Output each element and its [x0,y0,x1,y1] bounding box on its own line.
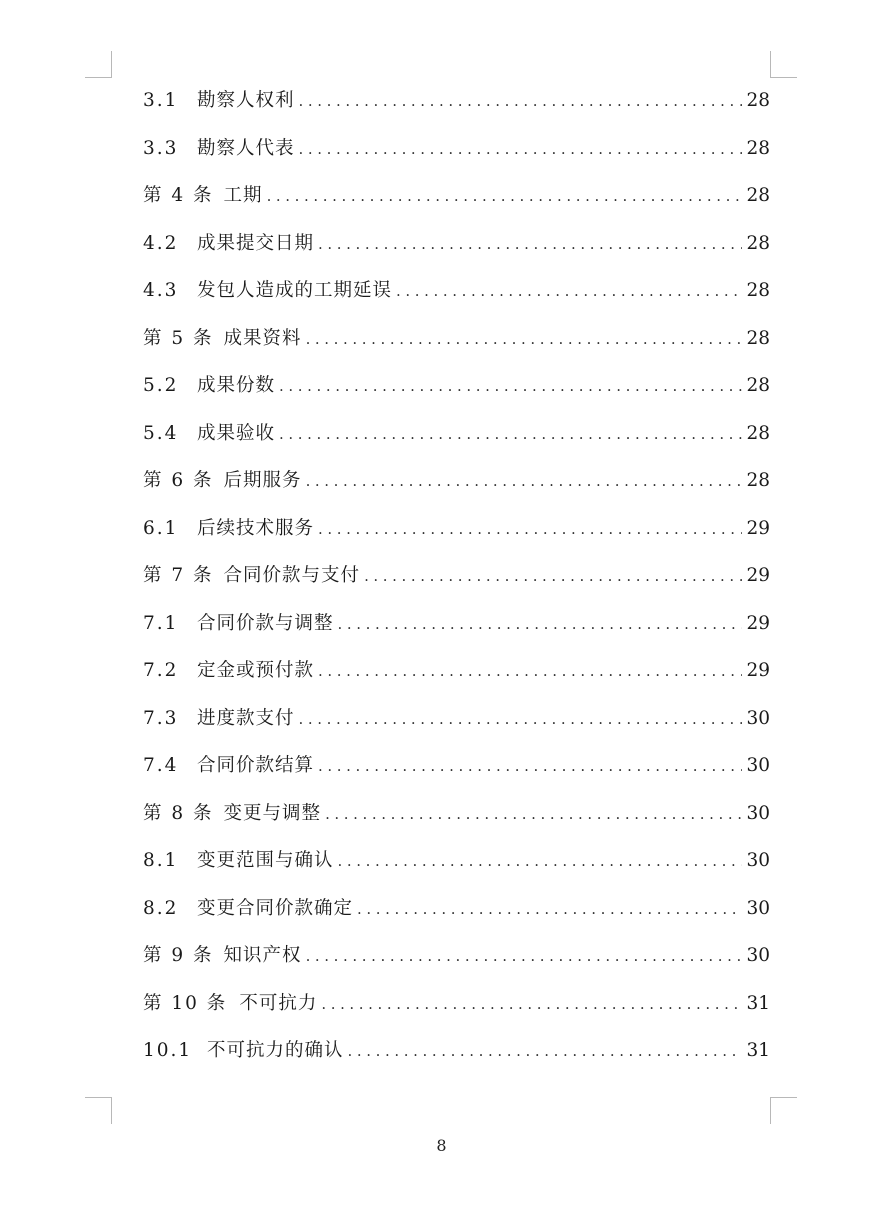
toc-entry[interactable] [143,552,770,600]
toc-entry-page: 30 [746,945,770,966]
toc-entry[interactable] [143,742,770,790]
toc-entry[interactable] [143,695,770,743]
toc-entry[interactable] [143,77,770,125]
toc-entry-page: 30 [746,850,770,871]
toc-entry-page: 28 [746,470,770,491]
toc-entry-number: 第 7 条 [143,565,214,586]
toc-entry-number: 5.4 [143,422,179,444]
toc-entry-title: 知识产权 [223,945,302,966]
toc-dot-leader [299,78,743,126]
toc-dot-leader [299,696,743,744]
toc-entry[interactable] [143,457,770,505]
toc-dot-leader [325,791,742,839]
toc-entry-number: 第 10 条 [143,992,228,1014]
toc-entry-page: 30 [746,755,770,776]
toc-dot-leader [318,506,742,554]
toc-entry-number: 4.3 [143,280,179,301]
toc-entry-number: 6.1 [143,517,179,539]
toc-entry-page: 29 [746,612,770,634]
toc-entry[interactable] [143,220,770,268]
toc-dot-leader [348,1028,743,1076]
toc-entry-title: 后期服务 [223,470,302,491]
toc-entry-page: 29 [746,565,770,586]
toc-entry[interactable] [143,980,770,1028]
toc-entry-number: 7.4 [143,755,179,776]
toc-entry[interactable] [143,600,770,648]
toc-dot-leader [279,411,742,459]
toc-entry-title: 合同价款与支付 [223,565,361,586]
toc-dot-leader [318,221,742,269]
toc-entry-title: 定金或预付款 [197,660,315,681]
toc-dot-leader [299,126,743,174]
toc-entry[interactable] [143,790,770,838]
toc-entry-title: 变更与调整 [223,802,322,824]
toc-dot-leader [321,981,742,1029]
toc-entry-page: 28 [746,375,770,396]
toc-entry-title: 勘察人代表 [197,137,295,159]
toc-entry-page: 28 [746,422,770,444]
toc-entry-number: 第 8 条 [143,802,214,824]
toc-entry-title: 进度款支付 [197,707,295,729]
toc-entry-title: 合同价款结算 [197,755,315,776]
toc-entry-page: 31 [746,992,770,1014]
margin-mark-top-left [85,51,112,78]
toc-entry-title: 变更合同价款确定 [197,897,354,919]
toc-entry-page: 28 [746,185,770,206]
margin-mark-bottom-left [85,1097,112,1124]
toc-dot-leader [267,173,743,221]
toc-entry-page: 28 [746,280,770,301]
toc-entry-number: 第 9 条 [143,945,214,966]
toc-entry-page: 31 [746,1040,770,1061]
toc-dot-leader [318,743,742,791]
toc-entry-number: 第 4 条 [143,185,214,206]
toc-entry-title: 成果提交日期 [197,232,315,254]
toc-entry-title: 勘察人权利 [197,90,295,111]
toc-entry-title: 不可抗力的确认 [207,1040,344,1061]
toc-entry-title: 不可抗力 [239,992,318,1014]
toc-entry-number: 10.1 [143,1040,193,1061]
page-number: 8 [436,1136,447,1155]
toc-dot-leader [338,601,743,649]
toc-entry[interactable] [143,647,770,695]
toc-entry[interactable] [143,125,770,173]
toc-dot-leader [338,838,743,886]
toc-entry-number: 7.2 [143,660,179,681]
toc-entry-title: 后续技术服务 [197,517,315,539]
toc-entry-title: 发包人造成的工期延误 [197,280,393,301]
toc-entry-page: 30 [746,802,770,824]
toc-entry-number: 7.3 [143,707,179,729]
toc-dot-leader [396,268,742,316]
toc-dot-leader [357,886,742,934]
toc-entry-page: 29 [746,517,770,539]
toc-entry-number: 3.3 [143,137,179,159]
toc-entry-number: 5.2 [143,375,179,396]
toc-entry[interactable] [143,1027,770,1075]
toc-dot-leader [364,553,742,601]
toc-entry-number: 7.1 [143,612,179,634]
toc-entry-number: 8.2 [143,897,179,919]
toc-entry[interactable] [143,267,770,315]
toc-dot-leader [279,363,742,411]
toc-dot-leader [306,933,743,981]
toc-entry[interactable] [143,410,770,458]
toc-entry[interactable] [143,315,770,363]
toc-entry-number: 8.1 [143,850,179,871]
toc-entry[interactable] [143,362,770,410]
toc-entry-title: 变更范围与确认 [197,850,334,871]
toc-entry-title: 成果资料 [223,327,302,349]
toc-entry-page: 28 [746,327,770,349]
toc-entry-title: 成果验收 [197,422,276,444]
toc-entry[interactable] [143,885,770,933]
toc-dot-leader [306,316,743,364]
toc-entry-number: 第 5 条 [143,327,214,349]
toc-dot-leader [306,458,743,506]
margin-mark-top-right [770,51,797,78]
toc-entry[interactable] [143,932,770,980]
toc-entry-title: 合同价款与调整 [197,612,334,634]
toc-entry-page: 28 [746,137,770,159]
toc-entry-page: 30 [746,897,770,919]
margin-mark-bottom-right [770,1097,797,1124]
toc-entry-number: 4.2 [143,232,179,254]
toc-entry-number: 3.1 [143,90,179,111]
toc-entry-number: 第 6 条 [143,470,214,491]
toc-entry[interactable] [143,505,770,553]
toc-entry-title: 成果份数 [197,375,276,396]
table-of-contents [143,77,770,1075]
toc-entry-page: 28 [746,90,770,111]
toc-entry-title: 工期 [223,185,263,206]
toc-entry-page: 30 [746,707,770,729]
toc-entry[interactable] [143,172,770,220]
toc-entry-page: 28 [746,232,770,254]
toc-dot-leader [318,648,742,696]
toc-entry[interactable] [143,837,770,885]
toc-entry-page: 29 [746,660,770,681]
